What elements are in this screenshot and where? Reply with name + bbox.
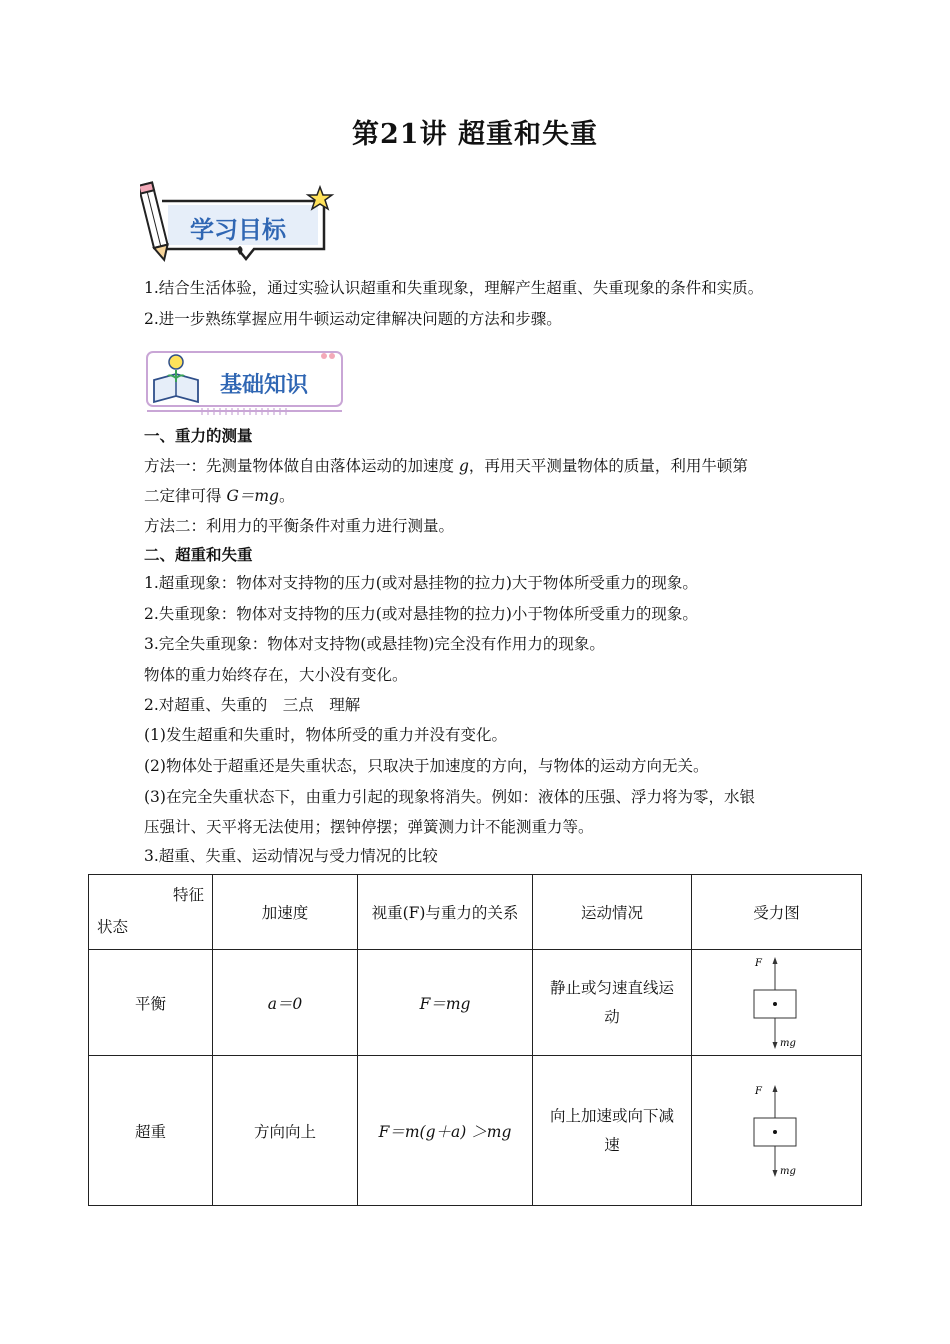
point-3-line-2: 压强计、天平将无法使用；摆钟停摆；弹簧测力计不能测重力等。 bbox=[144, 818, 594, 836]
state-cell: 平衡 bbox=[89, 950, 213, 1056]
method-1-text-a: 方法一：先测量物体做自由落体运动的加速度 bbox=[144, 457, 459, 475]
motion-line-1: 静止或匀速直线运 bbox=[549, 978, 674, 997]
motion-line-2: 速 bbox=[604, 1135, 620, 1154]
motion-line-2: 动 bbox=[604, 1007, 620, 1026]
overweight-definition: 1.超重现象：物体对支持物的压力(或对悬挂物的拉力)大于物体所受重力的现象。 bbox=[144, 574, 698, 592]
motion-cell bbox=[533, 1056, 692, 1206]
force-label-mg: mg bbox=[779, 1037, 796, 1049]
method-1-line-2 bbox=[144, 486, 294, 506]
state-cell: 超重 bbox=[89, 1056, 213, 1206]
three-points-heading: 2.对超重、失重的 三点 理解 bbox=[144, 696, 361, 714]
acceleration-cell: 方向向上 bbox=[213, 1056, 358, 1206]
force-diagram-cell bbox=[692, 1056, 862, 1206]
learning-goals-banner bbox=[140, 175, 340, 265]
comparison-table bbox=[88, 874, 862, 1206]
goal-1: 1.结合生活体验，通过实验认识超重和失重现象，理解产生超重、失重现象的条件和实质。 bbox=[144, 279, 764, 297]
point-2: (2)物体处于超重还是失重状态，只取决于加速度的方向，与物体的运动方向无关。 bbox=[144, 757, 709, 775]
symbol-g: g bbox=[458, 457, 469, 475]
learning-goals-label: 学习目标 bbox=[190, 216, 286, 244]
table-header-row bbox=[89, 875, 862, 950]
corner-cell bbox=[89, 875, 213, 950]
method-1-line-1 bbox=[144, 456, 748, 476]
motion-cell bbox=[533, 950, 692, 1056]
relation-cell: F＝m(g＋a) ＞mg bbox=[358, 1056, 533, 1206]
corner-top-label: 特征 bbox=[172, 886, 204, 904]
force-diagram-balance bbox=[747, 955, 807, 1051]
force-label-f: F bbox=[754, 1085, 762, 1097]
method-2: 方法二：利用力的平衡条件对重力进行测量。 bbox=[144, 517, 455, 535]
method-1-text-b: ，再用天平测量物体的质量，利用牛顿第 bbox=[468, 457, 748, 475]
basic-knowledge-label: 基础知识 bbox=[220, 373, 309, 398]
motion-line-1: 向上加速或向下减 bbox=[549, 1106, 674, 1125]
corner-bottom-label: 状态 bbox=[97, 918, 129, 936]
complete-weightless-definition: 3.完全失重现象：物体对支持物(或悬挂物)完全没有作用力的现象。 bbox=[144, 635, 605, 653]
header-cell: 受力图 bbox=[692, 875, 862, 950]
header-cell: 加速度 bbox=[213, 875, 358, 950]
formula-g-mg: G＝mg bbox=[226, 487, 279, 505]
basic-knowledge-banner bbox=[142, 348, 347, 418]
force-diagram-overweight bbox=[747, 1083, 807, 1179]
section-2-heading: 二、超重和失重 bbox=[144, 545, 253, 564]
point-1: (1)发生超重和失重时，物体所受的重力并没有变化。 bbox=[144, 726, 507, 744]
header-cell: 运动情况 bbox=[533, 875, 692, 950]
page-title: 第21讲 超重和失重 bbox=[352, 119, 598, 150]
force-label-f: F bbox=[754, 957, 762, 969]
point-3-line-1: (3)在完全失重状态下，由重力引起的现象将消失。例如：液体的压强、浮力将为零，水银 bbox=[144, 788, 755, 806]
header-cell: 视重(F)与重力的关系 bbox=[358, 875, 533, 950]
acceleration-cell: a＝0 bbox=[213, 950, 358, 1056]
relation-cell: F＝mg bbox=[358, 950, 533, 1056]
method-1-text-c: 二定律可得 bbox=[144, 487, 227, 505]
force-diagram-cell bbox=[692, 950, 862, 1056]
section-1-heading: 一、重力的测量 bbox=[144, 426, 253, 445]
weightless-definition: 2.失重现象：物体对支持物的压力(或对悬挂物的拉力)小于物体所受重力的现象。 bbox=[144, 605, 698, 623]
table-row bbox=[89, 950, 862, 1056]
gravity-note: 物体的重力始终存在，大小没有变化。 bbox=[144, 666, 408, 684]
table-row bbox=[89, 1056, 862, 1206]
force-label-mg: mg bbox=[779, 1165, 796, 1177]
comparison-heading: 3.超重、失重、运动情况与受力情况的比较 bbox=[144, 847, 438, 865]
goal-2: 2.进一步熟练掌握应用牛顿运动定律解决问题的方法和步骤。 bbox=[144, 310, 562, 328]
method-1-end: 。 bbox=[278, 487, 295, 505]
